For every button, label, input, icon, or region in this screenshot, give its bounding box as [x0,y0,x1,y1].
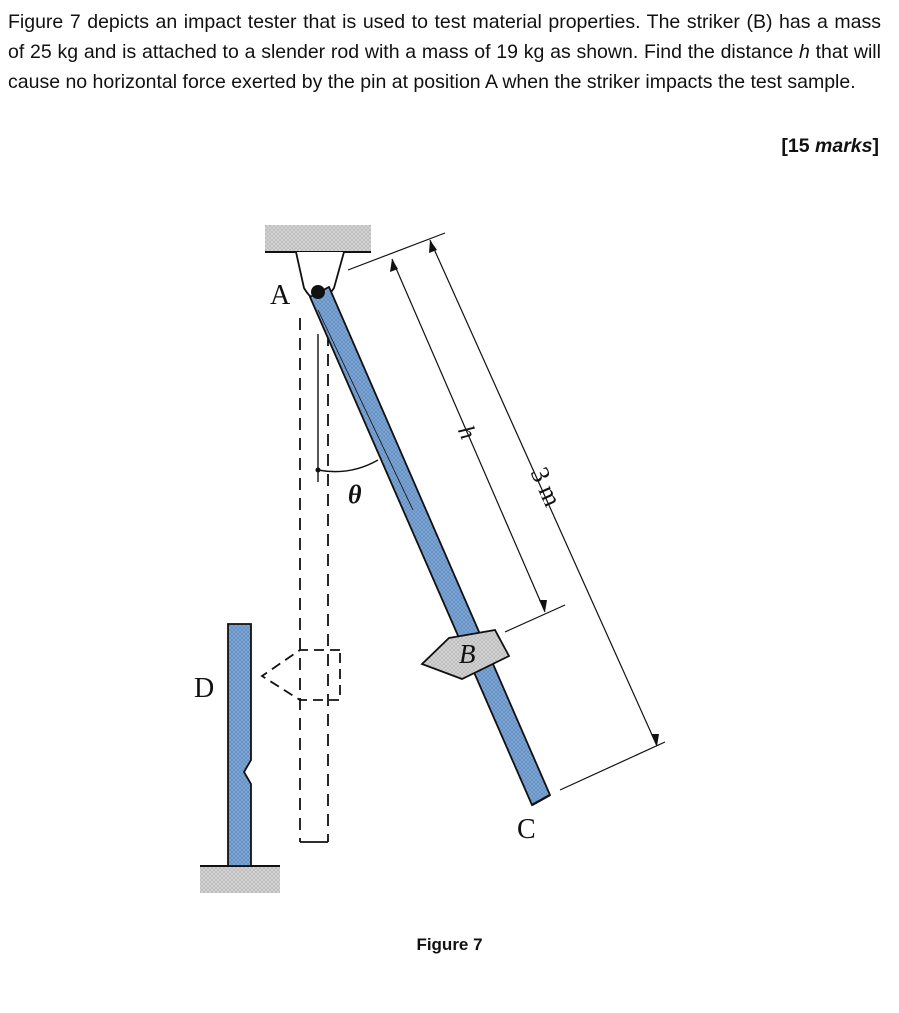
pin-A [311,285,325,299]
dim-3m-arrow-top [429,240,437,253]
label-C: C [517,814,536,845]
question-variable-h: h [798,41,810,63]
figure-caption: Figure 7 [416,935,483,954]
dim-3m-arrow-bottom [651,734,659,746]
sample-base [200,866,280,893]
label-B: B [459,639,476,669]
label-theta: θ [348,480,362,509]
dim-extension-B [505,605,565,632]
dim-extension-C [560,742,665,790]
theta-vertex-dot [316,468,321,473]
theta-arc [318,460,378,472]
dim-h-arrow-bottom [539,600,547,612]
label-D: D [194,673,215,704]
label-A: A [270,280,291,311]
label-3m: 3 m [524,462,568,511]
marks-close: ] [872,135,879,157]
marks-word: marks [815,135,873,157]
test-sample-D [228,624,251,866]
ceiling-support [265,225,371,252]
label-h: h [452,421,481,444]
slender-rod [310,287,550,805]
question-part-2: that will cause no horizontal force exerted by the pin at position A when the striker impacts the test sample. [8,41,881,93]
rod-centre-line [318,310,413,510]
marks-open: [15 [781,135,816,157]
question-part-1: Figure 7 depicts an impact tester that is used to test material properties. The striker (B) has a mass of 25 kg and is attached to a slender rod with a mass of 19 kg as shown. Find the distance [8,11,881,63]
